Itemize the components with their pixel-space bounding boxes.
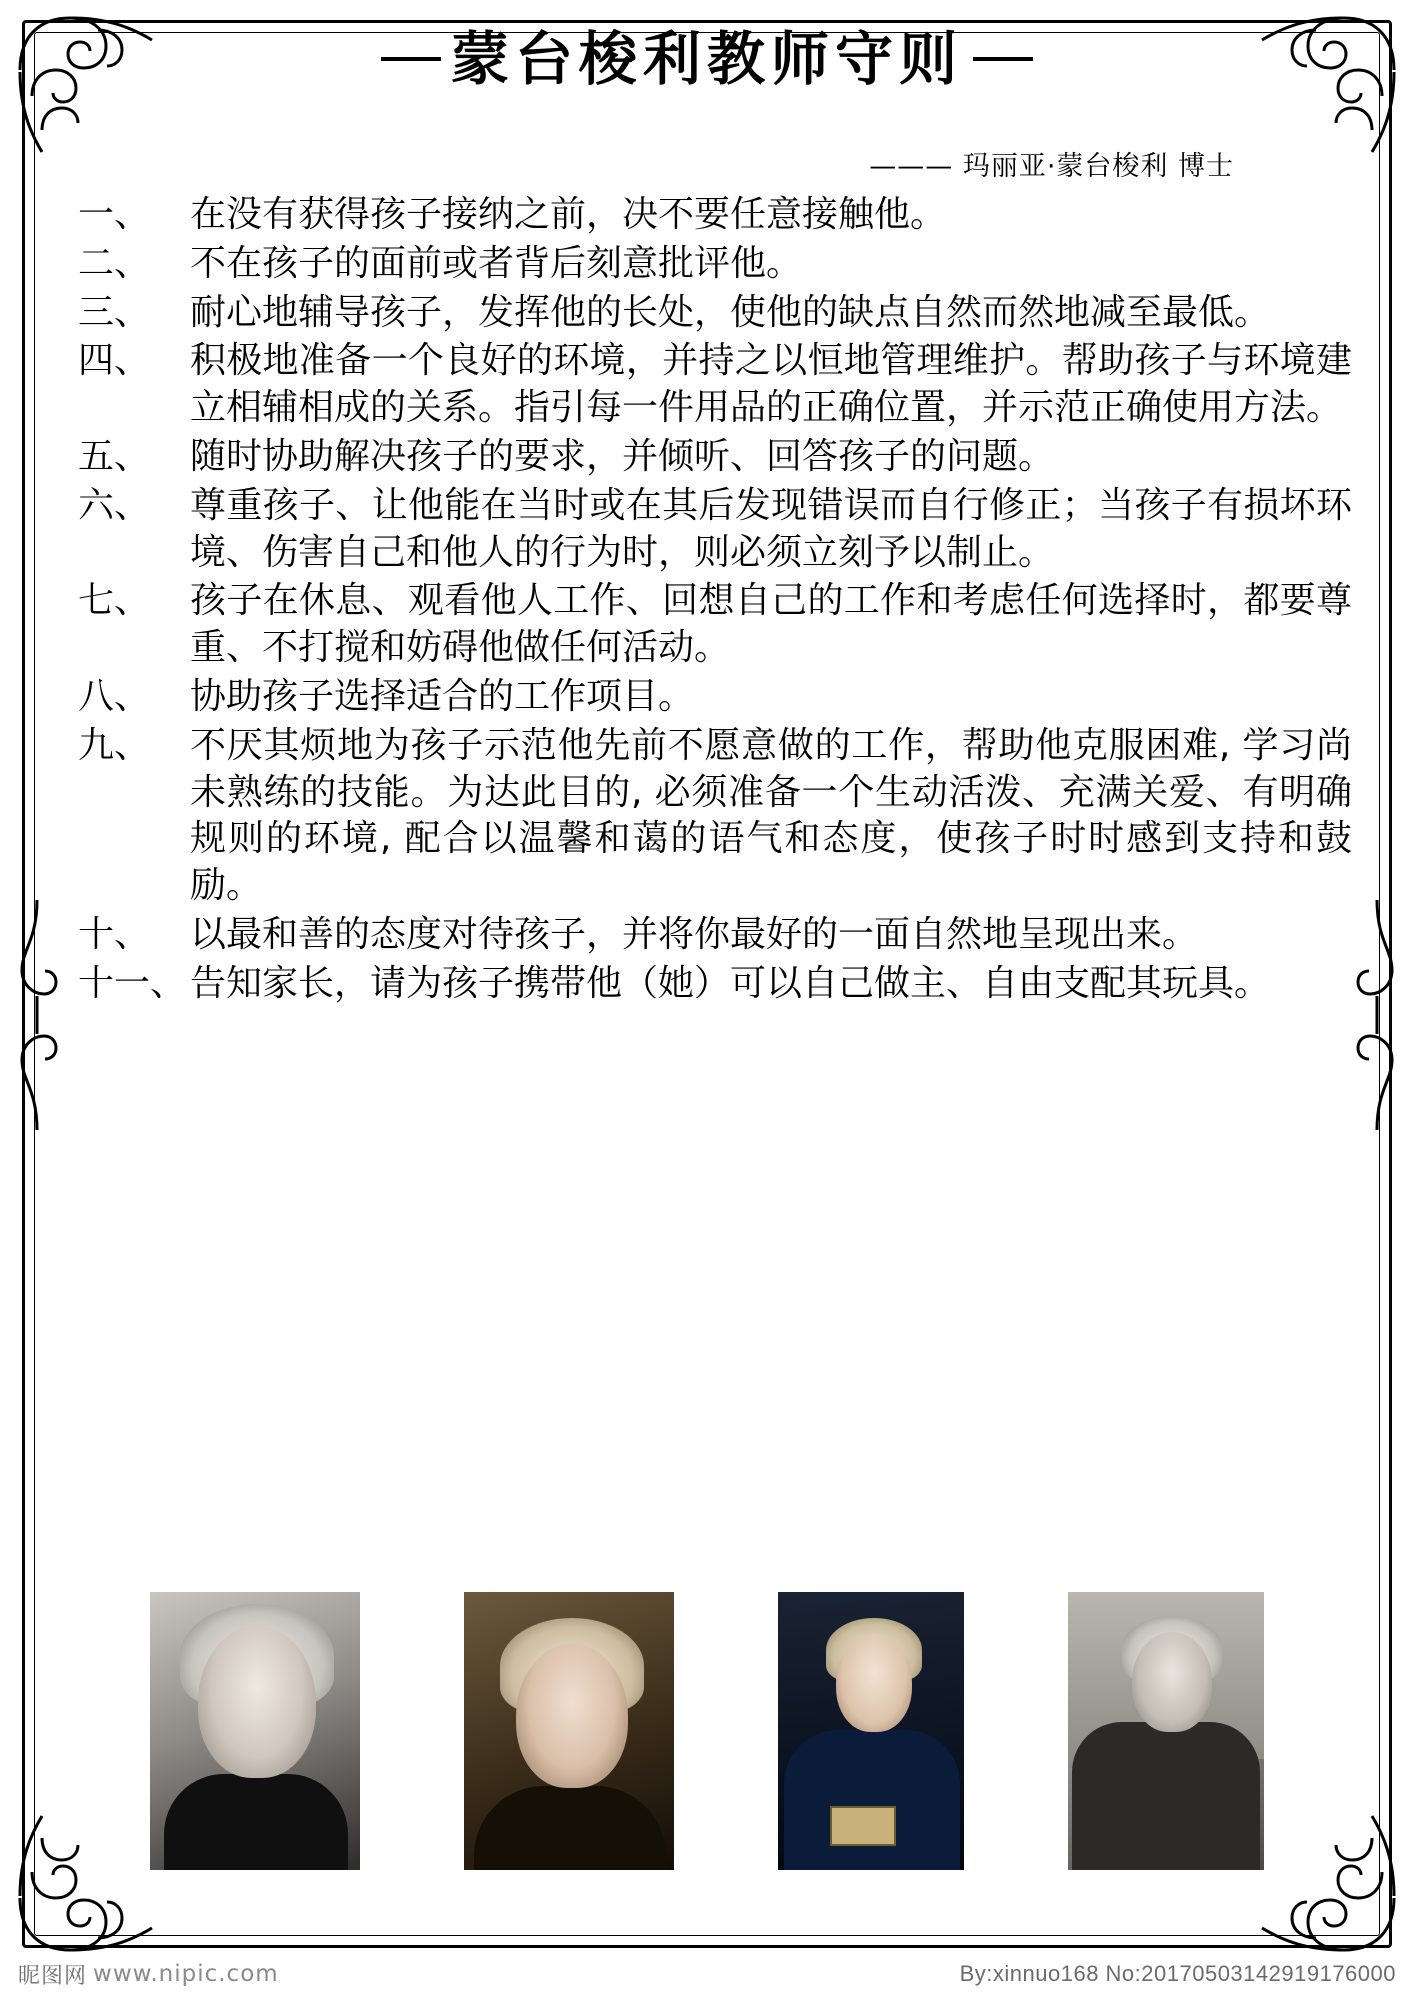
- portrait-body: [784, 1730, 960, 1870]
- rules-list: [78, 192, 1352, 1010]
- watermark-site: www.nipic.com: [93, 1961, 279, 1987]
- portrait-body: [1072, 1722, 1260, 1870]
- list-item: [78, 961, 1352, 1008]
- rule-number: 六、: [78, 484, 151, 526]
- rule-number: 九、: [78, 724, 151, 766]
- credit-text: By:xinnuo168 No:20170503142919176000: [959, 1961, 1396, 1986]
- portrait-face: [198, 1626, 316, 1778]
- list-item: [78, 483, 1352, 577]
- footer-bar: [0, 1948, 1414, 2000]
- rule-text: 积极地准备一个良好的环境，并持之以恒地管理维护。帮助孩子与环境建立相辅相成的关系。指引每一件用品的正确位置，并示范正确使用方法。: [190, 340, 1352, 429]
- title-rule-left: [381, 57, 441, 61]
- watermark-logo: 昵图网: [18, 1963, 88, 1989]
- list-item: [78, 434, 1352, 481]
- list-item: [78, 290, 1352, 337]
- list-item: [78, 674, 1352, 721]
- list-item: [78, 192, 1352, 239]
- title-row: [0, 25, 1414, 93]
- rule-text: 耐心地辅导孩子，发挥他的长处，使他的缺点自然而然地减至最低。: [190, 291, 1271, 333]
- portrait-photo: [778, 1592, 964, 1870]
- rule-number: 一、: [78, 194, 151, 235]
- rule-text: 不厌其烦地为孩子示范他先前不愿意做的工作，帮助他克服困难, 学习尚未熟练的技能。为达此目的, 必须准备一个生动活泼、充满关爱、有明确规则的环境, 配合以温馨和蔼的语气和态度，使孩子时时感到支持和鼓励。: [190, 724, 1352, 907]
- rule-number: 二、: [78, 242, 151, 284]
- rule-number: 十、: [78, 913, 151, 955]
- rule-number: 十一、: [78, 962, 187, 1004]
- portrait-face: [1132, 1632, 1212, 1732]
- rule-number: 八、: [78, 675, 151, 717]
- rule-text: 告知家长，请为孩子携带他（她）可以自己做主、自由支配其玩具。: [190, 962, 1271, 1004]
- rule-text: 协助孩子选择适合的工作项目。: [190, 675, 695, 717]
- portrait-gallery: [150, 1592, 1264, 1870]
- watermark: [18, 1959, 279, 1990]
- author-byline: ——— 玛丽亚·蒙台梭利 博士: [869, 151, 1234, 182]
- rule-text: 随时协助解决孩子的要求，并倾听、回答孩子的问题。: [190, 435, 1055, 477]
- rule-text: 以最和善的态度对待孩子，并将你最好的一面自然地呈现出来。: [190, 913, 1199, 955]
- portrait-photo: [1068, 1592, 1264, 1870]
- rule-text: 尊重孩子、让他能在当时或在其后发现错误而自行修正；当孩子有损坏环境、伤害自己和他人的行为时，则必须立刻予以制止。: [190, 484, 1352, 573]
- rule-number: 五、: [78, 435, 151, 477]
- portrait-face: [836, 1634, 912, 1732]
- page-title: 蒙台梭利教师守则: [450, 25, 963, 93]
- portrait-body: [164, 1774, 348, 1870]
- title-rule-right: [973, 57, 1033, 61]
- rule-number: 七、: [78, 580, 151, 622]
- rule-text: 孩子在休息、观看他人工作、回想自己的工作和考虑任何选择时，都要尊重、不打搅和妨碍他做任何活动。: [190, 580, 1352, 669]
- portrait-face: [516, 1644, 628, 1788]
- list-item: [78, 723, 1352, 910]
- rule-number: 三、: [78, 291, 151, 333]
- portrait-photo: [464, 1592, 674, 1870]
- list-item: [78, 241, 1352, 288]
- portrait-photo: [150, 1592, 360, 1870]
- portrait-body: [474, 1786, 666, 1870]
- list-item: [78, 912, 1352, 959]
- list-item: [78, 578, 1352, 672]
- rule-number: 四、: [78, 340, 151, 382]
- list-item: [78, 338, 1352, 432]
- portrait-book: [830, 1806, 896, 1846]
- rule-text: 在没有获得孩子接纳之前，决不要任意接触他。: [190, 194, 947, 235]
- rule-text: 不在孩子的面前或者背后刻意批评他。: [190, 242, 803, 284]
